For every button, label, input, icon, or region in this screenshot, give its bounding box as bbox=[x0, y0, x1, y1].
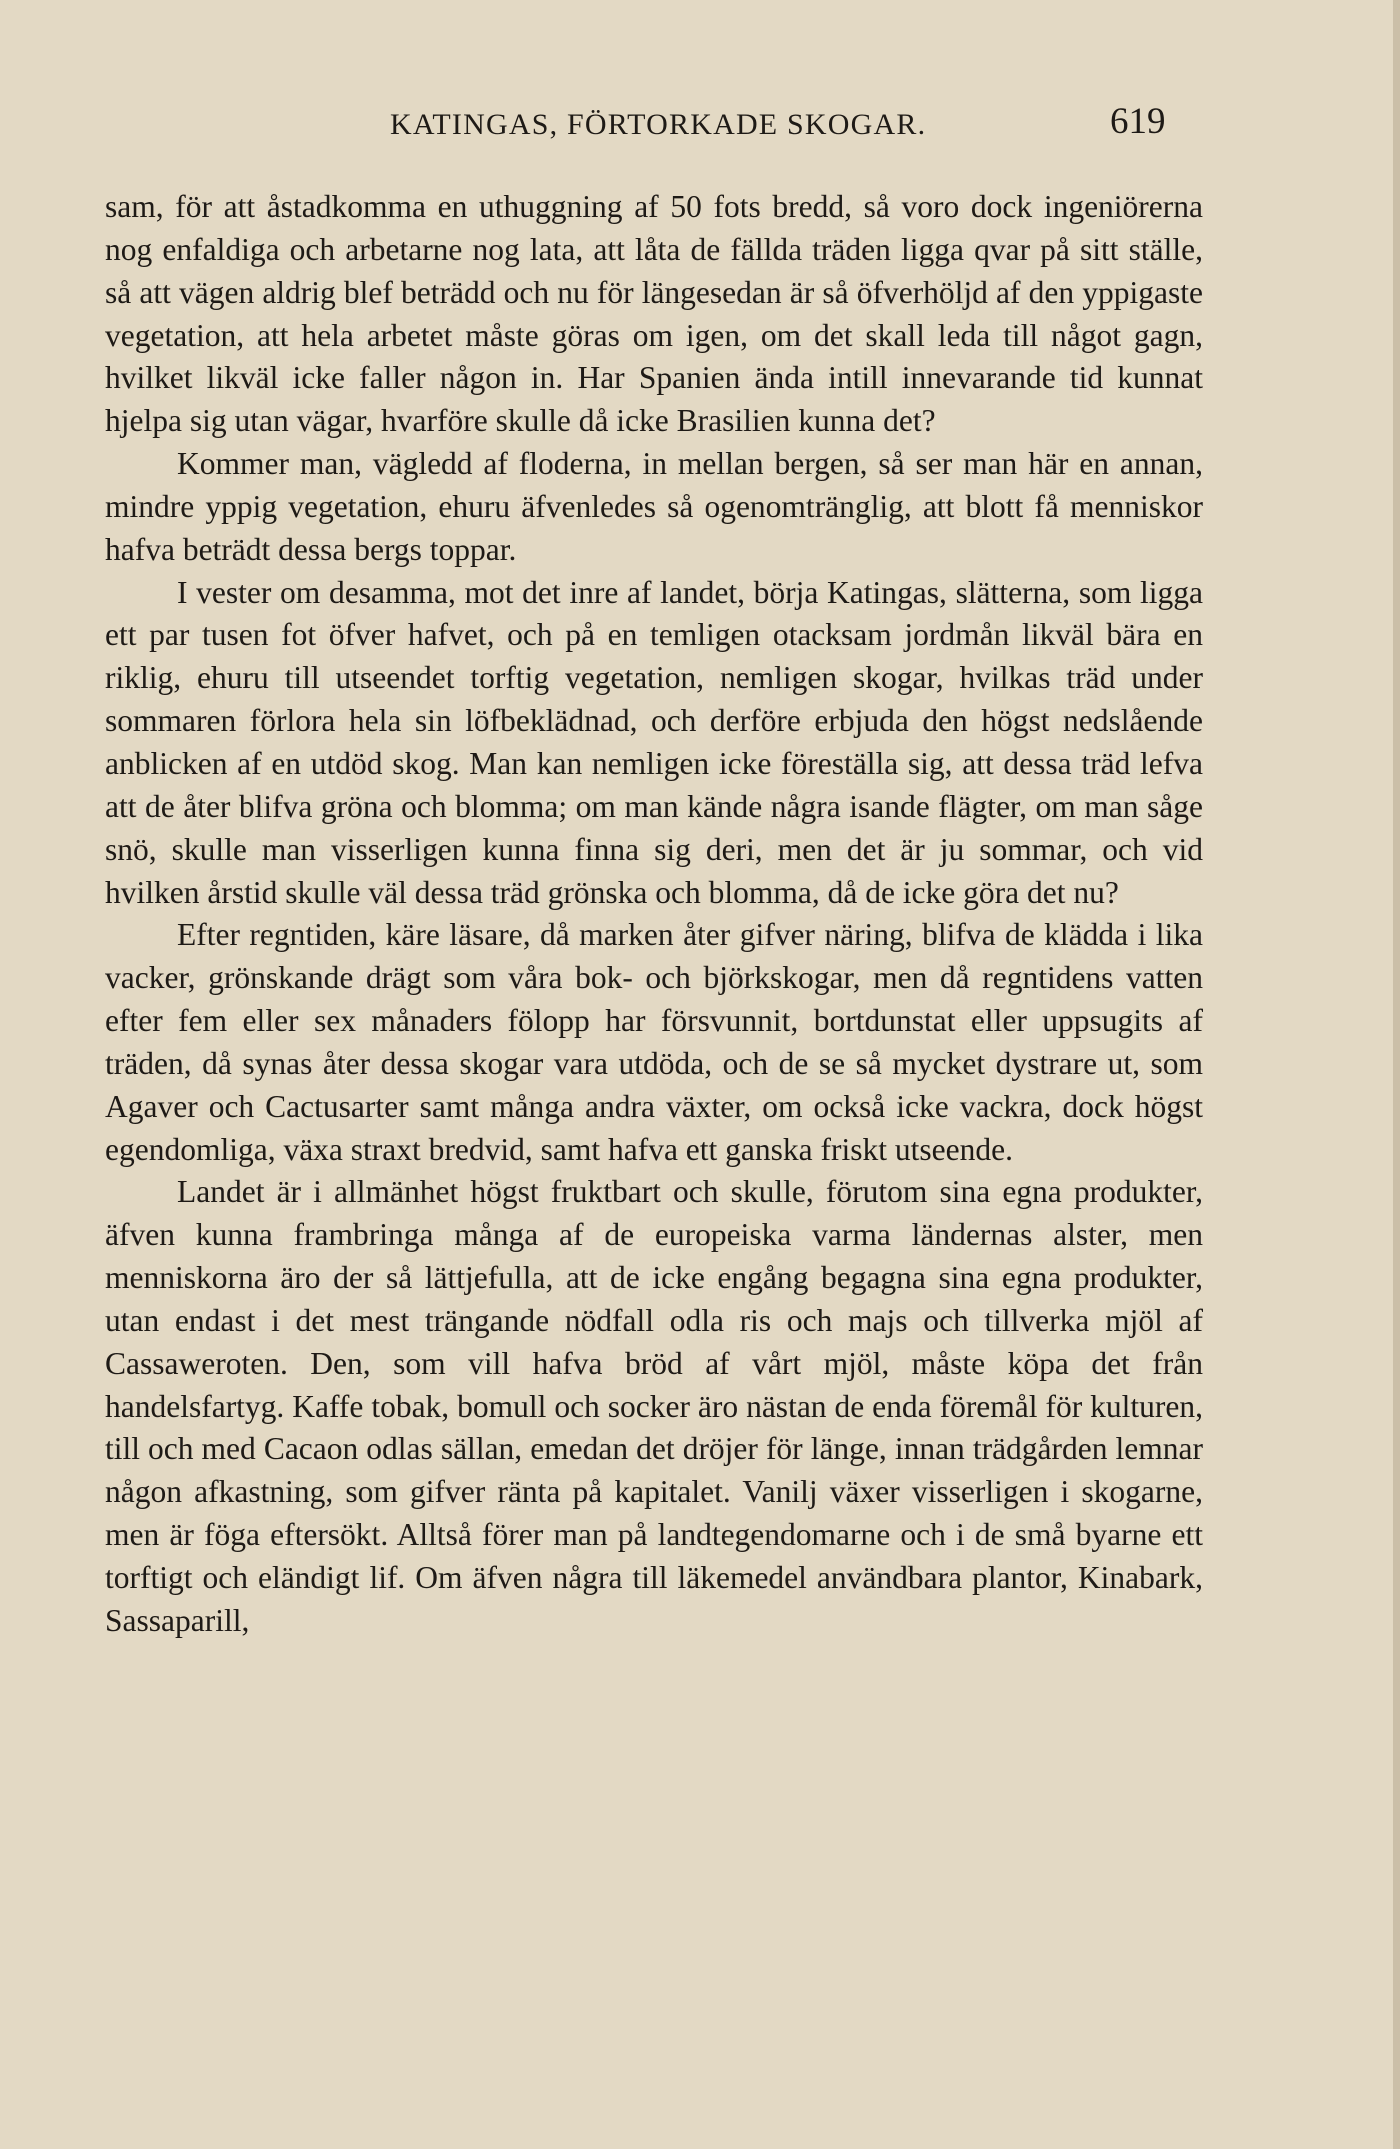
paragraph-agriculture: Landet är i allmänhet högst fruktbart och skulle, förutom sina egna produkter, äfven kunna frambringa många af de europeiska varma ländernas alster, men menniskorna äro der så lättjefulla, att de icke engång begagna sina egna produkter, utan endast i det mest trängande nödfall odla ris och majs och tillverka mjöl af Cassaweroten. Den, som vill hafva bröd af vårt mjöl, måste köpa det från handelsfartyg. Kaffe tobak, bomull och socker äro nästan de enda föremål för kulturen, till och med Cacaon odlas sällan, emedan det dröjer för länge, innan trädgården lemnar någon afkastning, som gifver ränta på kapitalet. Vanilj växer visserligen i skogarne, men är föga eftersökt. Alltså förer man på landtegendomarne och i de små byarne ett torftigt och eländigt lif. Om äfven några till läkemedel användbara plantor, Kinabark, Sassaparill, bbox=[105, 1174, 1203, 1638]
paragraph-katingas: I vester om desamma, mot det inre af landet, börja Katingas, slätterna, som ligga ett par tusen fot öfver hafvet, och på en temligen otacksam jordmån likväl bära en riklig, ehuru till utseendet torftig vegetation, nemligen skogar, hvilkas träd under sommaren förlora hela sin löfbeklädnad, och derföre erbjuda den högst nedslående anblicken af en utdöd skog. Man kan nemligen icke föreställa sig, att dessa träd lefva att de åter blifva gröna och blomma; om man kände några isande flägter, om man såge snö, skulle man visserligen kunna finna sig deri, men det är ju sommar, och vid hvilken årstid skulle väl dessa träd grönska och blomma, då de icke göra det nu? bbox=[105, 574, 1203, 910]
body-text bbox=[105, 186, 1203, 1643]
paragraph-continued: sam, för att åstadkomma en uthuggning af 50 fots bredd, så voro dock ingeniörerna nog enfaldiga och arbetarne nog lata, att låta de fällda träden ligga qvar på sitt ställe, så att vägen aldrig blef beträdd och nu för längesedan är så öfverhöljd af den yppigaste vegetation, att hela arbetet måste göras om igen, om det skall leda till något gagn, hvilket likväl icke faller någon in. Har Spanien ända intill innevarande tid kunnat hjelpa sig utan vägar, hvarföre skulle då icke Brasilien kunna det? bbox=[105, 189, 1203, 439]
running-title: KATINGAS, FÖRTORKADE SKOGAR. bbox=[390, 108, 927, 141]
page-number: 619 bbox=[1110, 101, 1166, 142]
paragraph-mountains: Kommer man, vägledd af floderna, in mellan bergen, så ser man här en annan, mindre yppig vegetation, ehuru äfvenledes så ogenomtränglig, att blott få menniskor hafva beträdt dessa bergs toppar. bbox=[105, 446, 1203, 567]
page-edge bbox=[1393, 0, 1400, 2149]
running-head bbox=[0, 100, 1400, 150]
paragraph-rainy-season: Efter regntiden, käre läsare, då marken åter gifver näring, blifva de klädda i lika vacker, grönskande drägt som våra bok- och björkskogar, men då regntidens vatten efter fem eller sex månaders fölopp har försvunnit, bortdunstat eller uppsugits af träden, då synas åter dessa skogar vara utdöda, och de se så mycket dystrare ut, som Agaver och Cactusarter samt många andra växter, om också icke vackra, dock högst egendomliga, växa straxt bredvid, samt hafva ett ganska friskt utseende. bbox=[105, 917, 1203, 1167]
